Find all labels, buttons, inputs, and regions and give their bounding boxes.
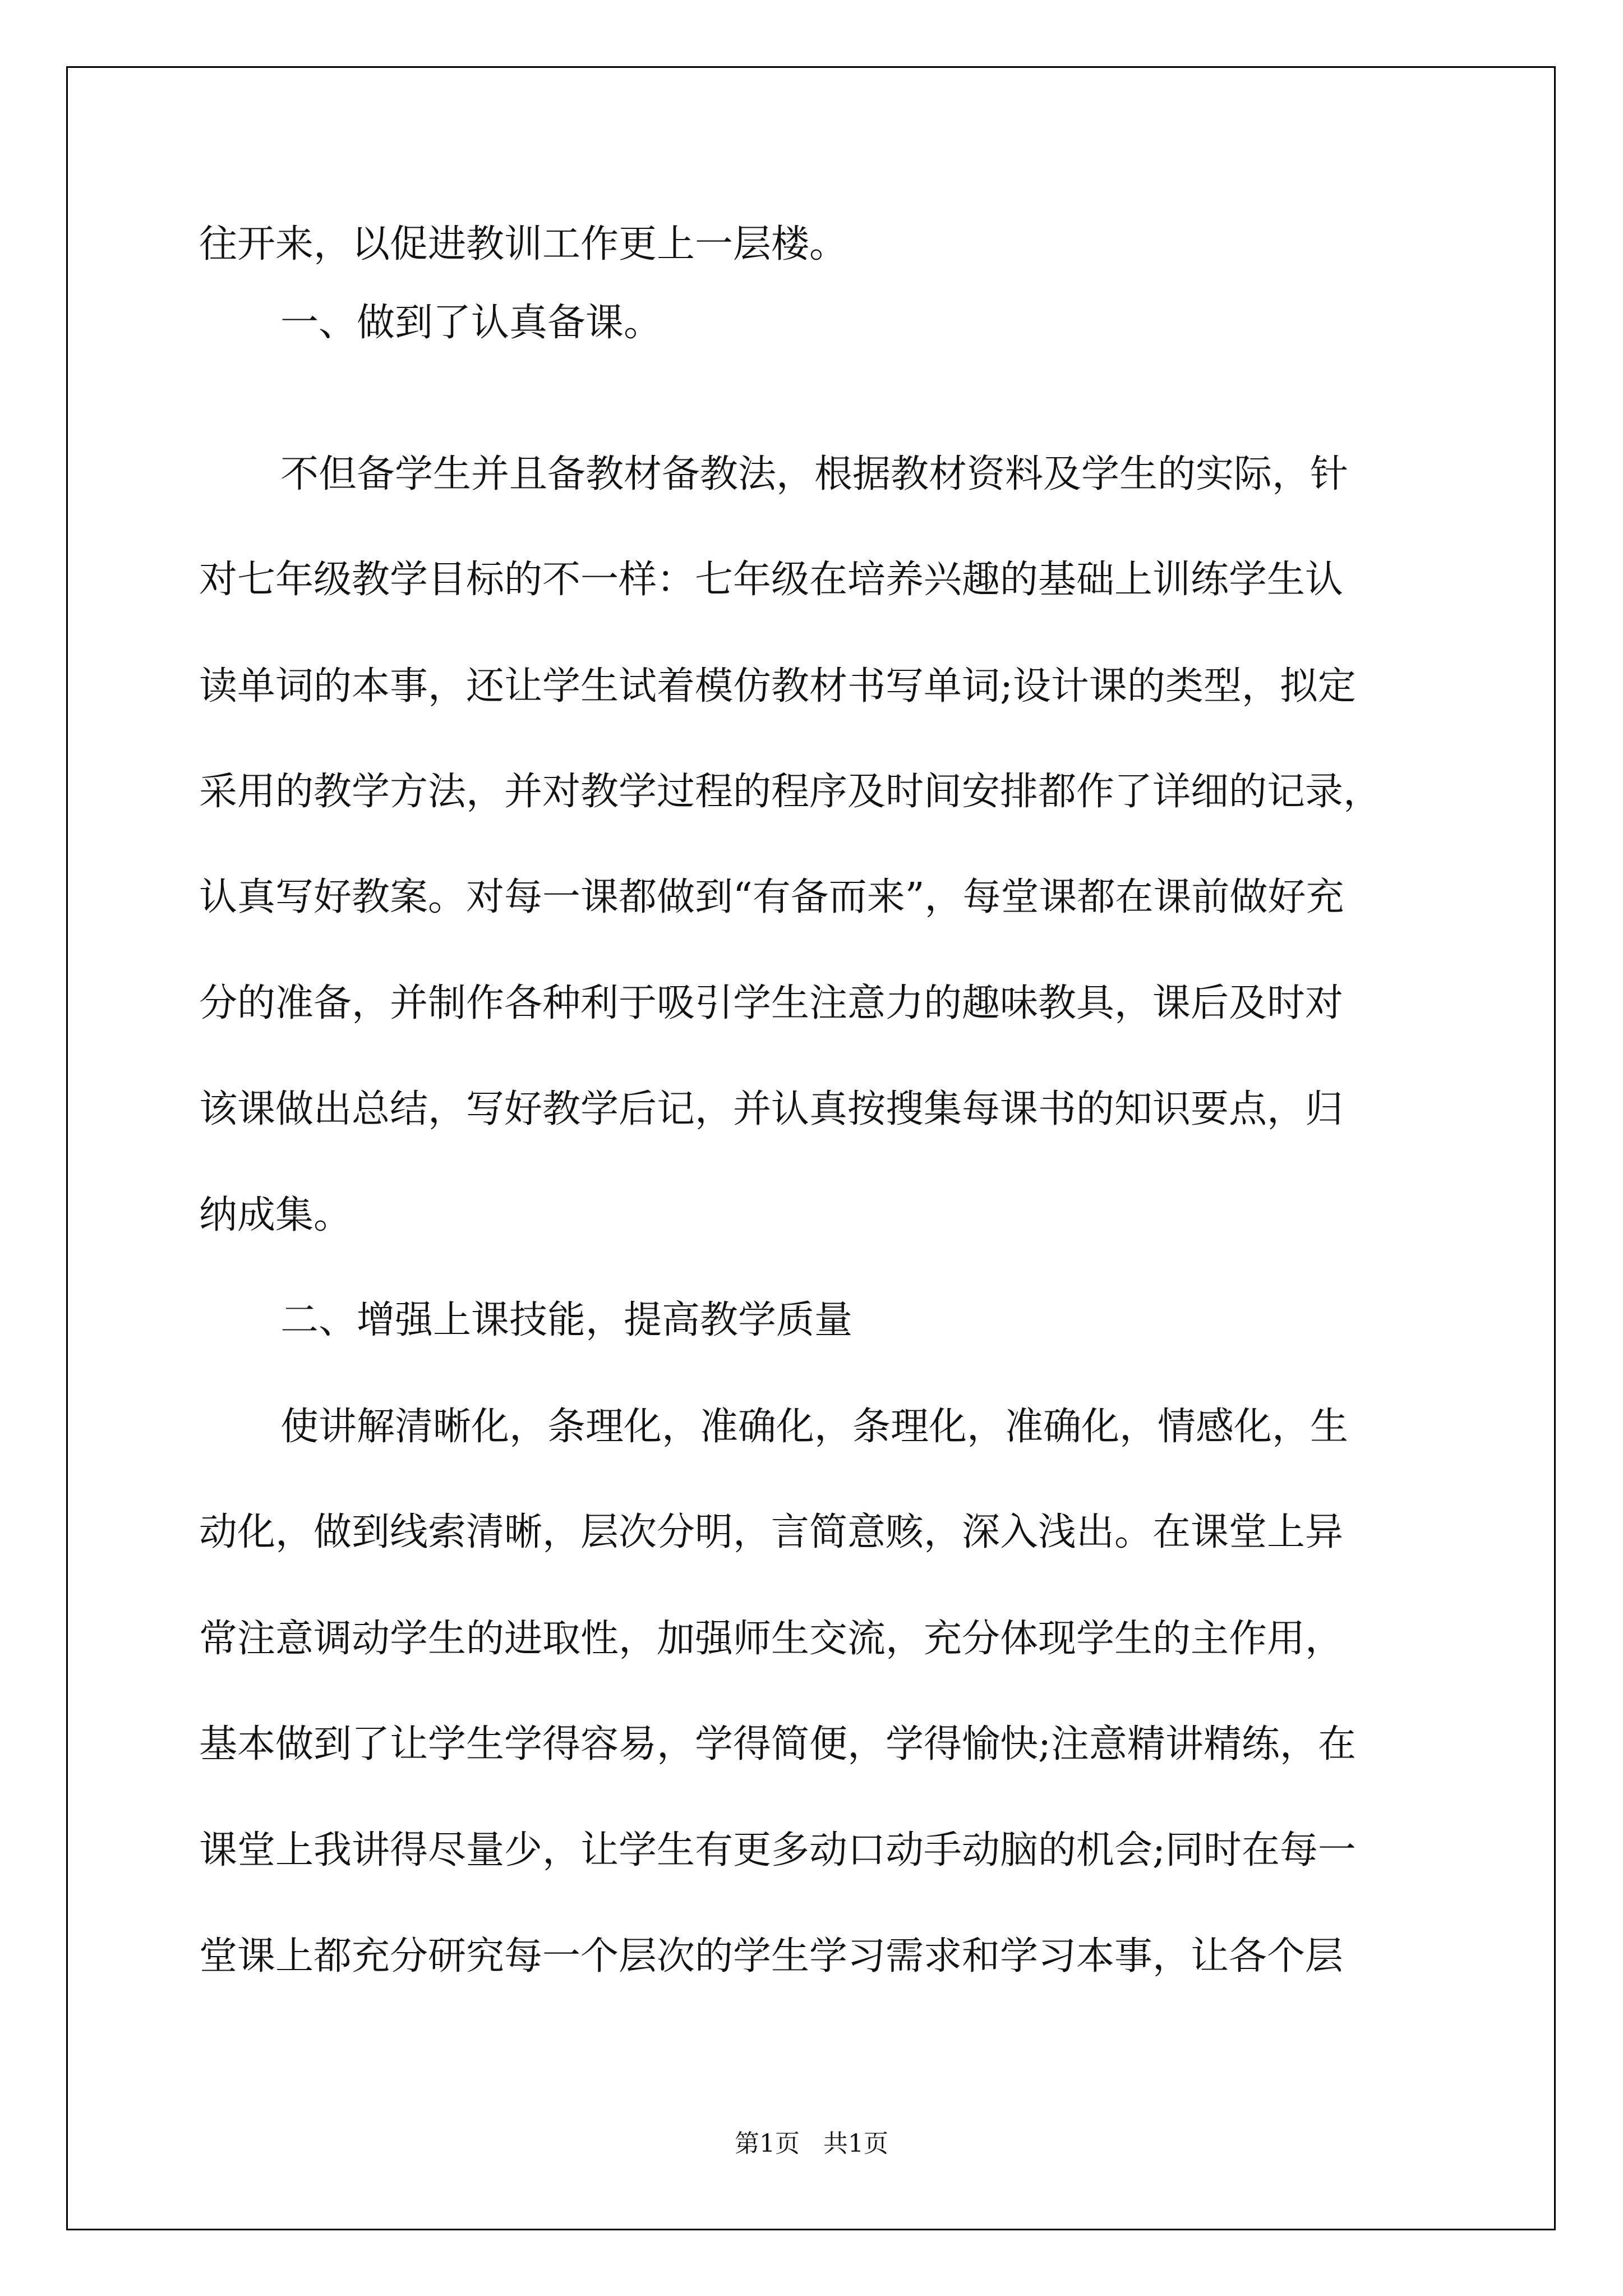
body-line-10: 纳成集。 <box>199 1193 352 1237</box>
body-line-6: 采用的教学方法，并对教学过程的程序及时间安排都作了详细的记录， <box>199 770 1382 814</box>
page-border <box>66 66 1556 2230</box>
body-line-9: 该课做出总结，写好教学后记，并认真按搜集每课书的知识要点，归 <box>199 1087 1344 1131</box>
body-line-5: 读单词的本事，还让学生试着模仿教材书写单词;设计课的类型，拟定 <box>199 664 1356 708</box>
body-line-7: 认真写好教案。对每一课都做到“有备而来”，每堂课都在课前做好充 <box>199 875 1344 919</box>
body-line-17: 堂课上都充分研究每一个层次的学生学习需求和学习本事，让各个层 <box>199 1934 1344 1978</box>
body-line-16: 课堂上我讲得尽量少，让学生有更多动口动手动脑的机会;同时在每一 <box>199 1828 1356 1872</box>
section-heading-1: 一、做到了认真备课。 <box>280 301 662 345</box>
page-number-footer: 第1页 共1页 <box>735 2129 888 2158</box>
body-line-15: 基本做到了让学生学得容易，学得简便，学得愉快;注意精讲精练，在 <box>199 1722 1356 1766</box>
body-line-12: 使讲解清晰化，条理化，准确化，条理化，准确化，情感化，生 <box>280 1405 1349 1449</box>
body-line-14: 常注意调动学生的进取性，加强师生交流，充分体现学生的主作用， <box>199 1617 1344 1661</box>
body-line-3: 不但备学生并且备教材备教法，根据教材资料及学生的实际，针 <box>280 452 1349 496</box>
body-line-4: 对七年级教学目标的不一样：七年级在培养兴趣的基础上训练学生认 <box>199 558 1344 602</box>
section-heading-2: 二、增强上课技能，提高教学质量 <box>280 1298 853 1342</box>
body-line-1: 往开来，以促进教训工作更上一层楼。 <box>199 222 848 266</box>
body-line-13: 动化，做到线索清晰，层次分明，言简意赅，深入浅出。在课堂上异 <box>199 1510 1344 1554</box>
body-line-8: 分的准备，并制作各种利于吸引学生注意力的趣味教具，课后及时对 <box>199 981 1344 1025</box>
